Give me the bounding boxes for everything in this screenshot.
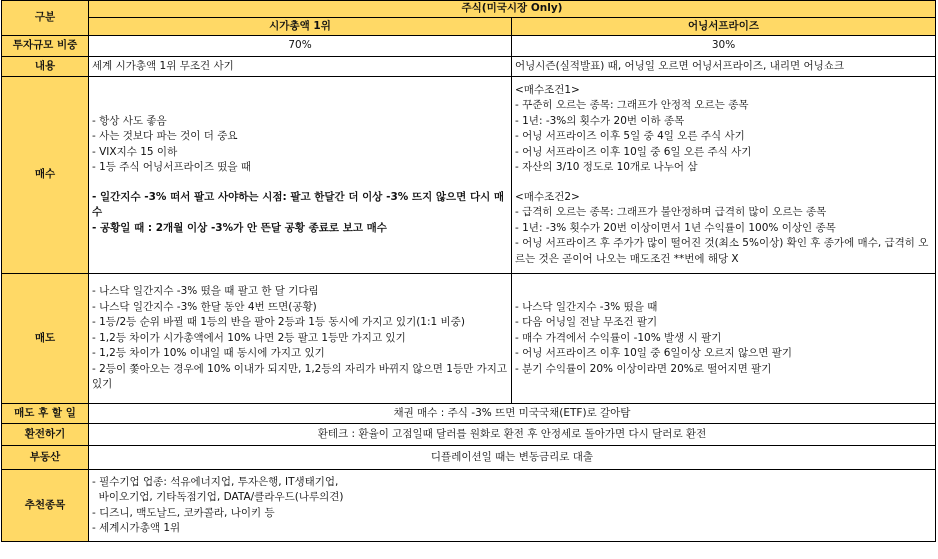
weight-label: 투자규모 비중 [2, 36, 89, 57]
spacer [515, 176, 932, 190]
buy-b-heading-1: <매수조건1> [515, 83, 580, 96]
buy-b-line: - 꾸준히 오르는 종목: 그래프가 안정적 오르는 종목 [515, 99, 749, 112]
sell-b-line: - 매수 가격에서 수익률이 -10% 발생 시 팔기 [515, 331, 722, 344]
buy-b-line: - 1년: -3% 횟수가 20번 이상이면서 1년 수익률이 100% 이상인 종목 [515, 221, 836, 234]
stock-header: 주식(미국시장 Only) [89, 1, 936, 18]
buy-b-line: - 어닝 서프라이즈 후 주가가 많이 떨어진 것(최소 5%이상) 확인 후 종가에 매수, 급격히 오르는 것은 곧이어 나오는 매도조건 **번에 해당 X [515, 237, 929, 265]
sell-b-line: - 어닝 서프라이즈 이후 10일 중 6일이상 오르지 않으면 팔기 [515, 347, 793, 360]
market-cap-header: 시가총액 1위 [89, 18, 512, 36]
buy-label: 매수 [2, 77, 89, 274]
after-sell-label: 매도 후 할 일 [2, 404, 89, 424]
spacer [92, 176, 508, 190]
buy-a-line: - VIX지수 15 이하 [92, 145, 178, 158]
real-estate-label: 부동산 [2, 446, 89, 470]
recommend-line: - 필수기업 업종: 석유에너지업, 투자은행, IT생태기업, [92, 475, 339, 488]
sell-a-line: - 1등/2등 순위 바뀔 때 1등의 반을 팔아 2등과 1등 동시에 가지고 있기(1:1 비중) [92, 316, 465, 329]
sell-a-line: - 나스닥 일간지수 -3% 한달 동안 4번 뜨면(공황) [92, 300, 317, 313]
sell-a-line: - 2등이 쫓아오는 경우에 10% 이내가 되지만, 1,2등의 자리가 바뀌지 않으면 1등만 가지고 있기 [92, 362, 508, 391]
buy-b-line: - 어닝 서프라이즈 이후 5일 중 4일 오른 주식 사기 [515, 130, 745, 143]
weight-b: 30% [512, 36, 936, 57]
sell-a-line: - 1,2등 차이가 시가총액에서 10% 나면 2등 팔고 1등만 가지고 있기 [92, 331, 406, 344]
buy-b-line: - 급격히 오르는 종목: 그래프가 불안정하며 급격히 많이 오르는 종목 [515, 206, 827, 219]
buy-b-line: - 자산의 3/10 정도로 10개로 나누어 삼 [515, 161, 698, 174]
exchange-label: 환전하기 [2, 424, 89, 446]
category-header: 구분 [2, 1, 89, 36]
buy-b-cell [512, 77, 936, 274]
sell-b-line: - 나스닥 일간지수 -3% 떴을 때 [515, 300, 658, 313]
recommend-line: - 세계시가총액 1위 [92, 522, 181, 534]
exchange-text: 환테크 : 환율이 고점일때 달러를 원화로 환전 후 안정세로 돌아가면 다시 달러로 환전 [89, 424, 936, 446]
recommend-line: - 디즈니, 맥도날드, 코카콜라, 나이키 등 [92, 506, 275, 519]
real-estate-text: 디플레이션일 때는 변동금리로 대출 [89, 446, 936, 470]
recommend-label: 추천종목 [2, 470, 89, 542]
content-a: 세계 시가총액 1위 무조건 사기 [89, 57, 512, 77]
strategy-table [1, 0, 936, 542]
buy-b-line: - 1년: -3%의 횟수가 20번 이하 종목 [515, 114, 685, 127]
sell-a-line: - 나스닥 일간지수 -3% 떴을 때 팔고 한 달 기다림 [92, 285, 319, 298]
after-sell-text: 채권 매수 : 주식 -3% 뜨면 미국국채(ETF)로 갈아탐 [89, 404, 936, 424]
weight-a: 70% [89, 36, 512, 57]
buy-a-cell [89, 77, 512, 274]
sell-b-cell [512, 274, 936, 404]
sell-label: 매도 [2, 274, 89, 404]
buy-a-line: - 항상 사도 좋음 [92, 114, 167, 127]
recommend-cell [89, 470, 936, 542]
buy-a-bold-line: - 일간지수 -3% 떠서 팔고 사야하는 시점: 팔고 한달간 더 이상 -3% 뜨지 않으면 다시 매수 [92, 190, 505, 219]
buy-a-bold-line: - 공황일 때 : 2개월 이상 -3%가 안 뜬달 공황 종료로 보고 매수 [92, 221, 387, 234]
buy-b-line: - 어닝 서프라이즈 이후 10일 중 6일 오른 주식 사기 [515, 145, 752, 158]
content-b: 어닝시즌(실적발표) 때, 어닝일 오르면 어닝서프라이즈, 내리면 어닝쇼크 [512, 57, 936, 77]
buy-a-line: - 사는 것보다 파는 것이 더 중요 [92, 130, 238, 143]
recommend-line: 바이오기업, 기타독점기업, DATA/클라우드(나루의견) [92, 491, 344, 503]
sell-b-line: - 분기 수익률이 20% 이상이라면 20%로 떨어지면 팔기 [515, 362, 772, 375]
content-label: 내용 [2, 57, 89, 77]
sell-a-line: - 1,2등 차이가 10% 이내일 때 동시에 가지고 있기 [92, 347, 325, 360]
sell-b-line: - 다음 어닝일 전날 무조건 팔기 [515, 316, 658, 329]
earnings-surprise-header: 어닝서프라이즈 [512, 18, 936, 36]
buy-a-line: - 1등 주식 어닝서프라이즈 떴을 때 [92, 161, 252, 174]
buy-b-heading-2: <매수조건2> [515, 190, 580, 203]
sell-a-cell [89, 274, 512, 404]
